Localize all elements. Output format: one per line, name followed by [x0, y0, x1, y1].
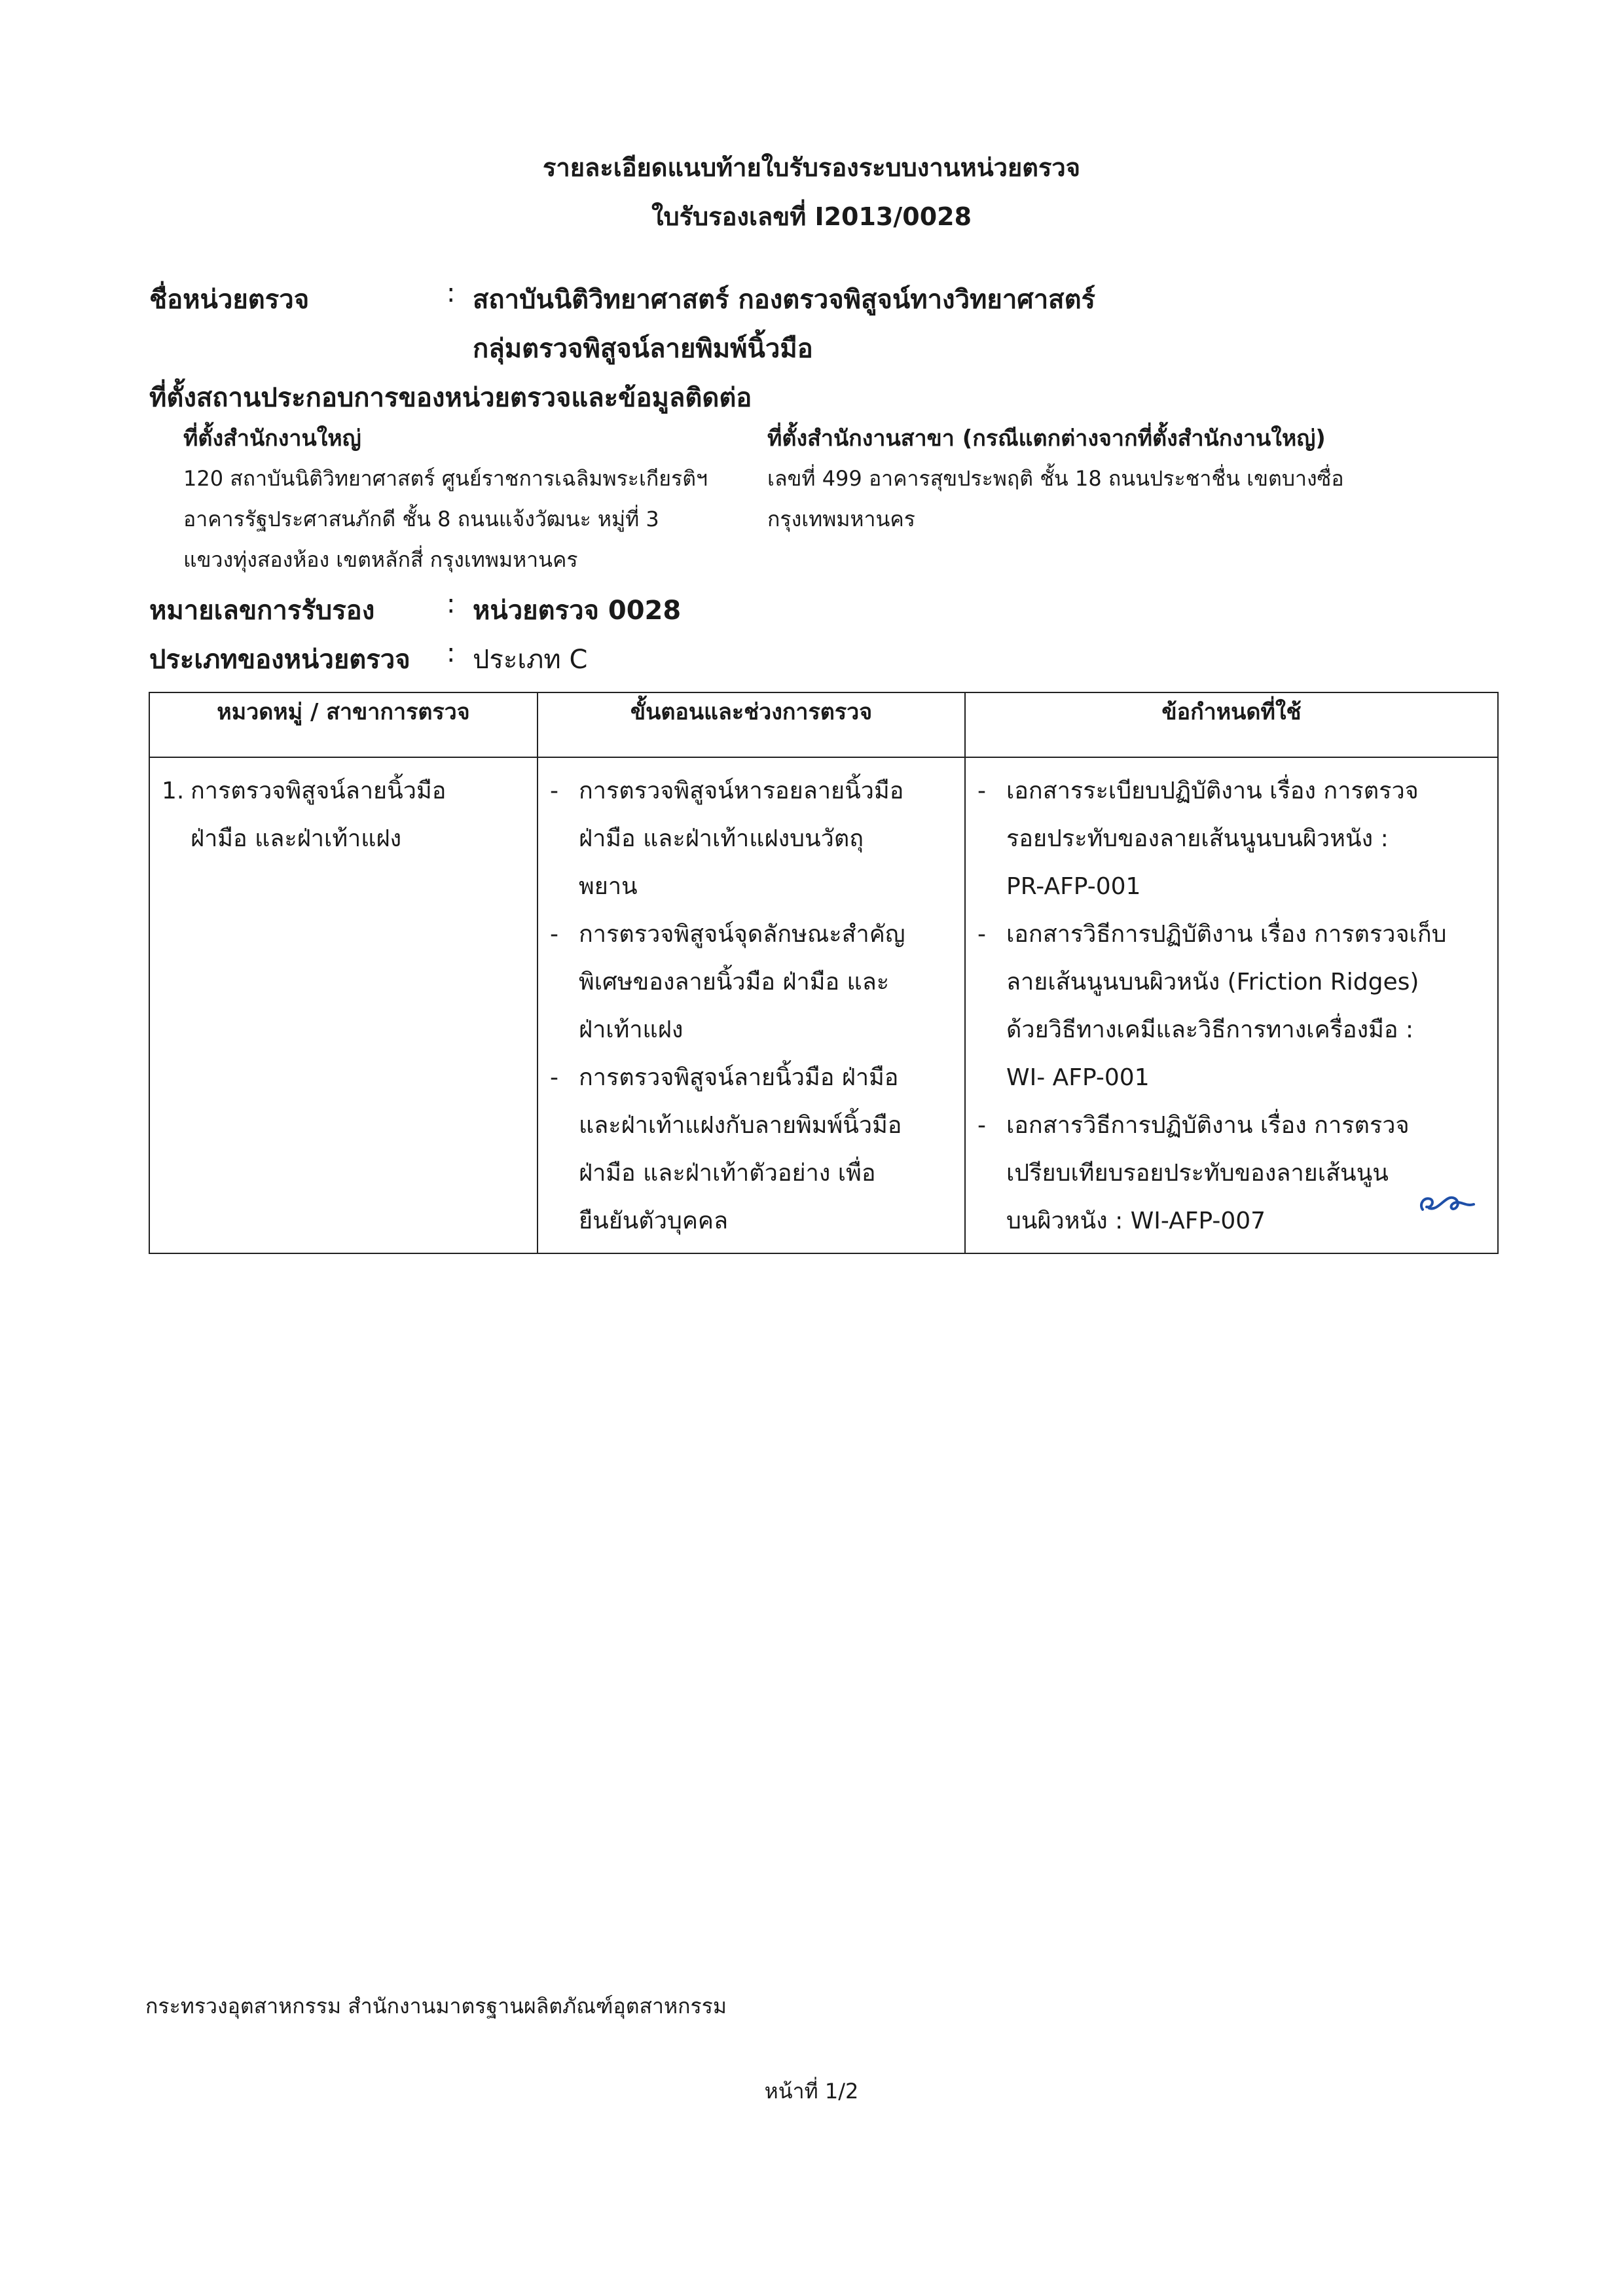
- header-category: หมวดหมู่ / สาขาการตรวจ: [149, 692, 538, 757]
- page-number: หน้าที่ 1/2: [764, 2079, 859, 2104]
- inspection-body-name-line1: สถาบันนิติวิทยาศาสตร์ กองตรวจพิสูจน์ทางวิทยาศาสตร์: [473, 285, 1096, 315]
- category-line: การตรวจพิสูจน์ลายนิ้วมือ: [191, 778, 447, 804]
- requirement-line: เปรียบเทียบรอยประทับของลายเส้นนูน: [1006, 1160, 1389, 1187]
- inspection-type-value: ประเภท C: [473, 645, 588, 675]
- scope-table: [149, 692, 1499, 1254]
- procedure-cell: [538, 757, 965, 1253]
- requirement-line: PR-AFP-001: [1006, 873, 1141, 900]
- procedure-line: ฝ่ามือ และฝ่าเท้าตัวอย่าง เพื่อ: [579, 1160, 876, 1187]
- inspection-body-label: ชื่อหน่วยตรวจ: [149, 285, 310, 315]
- list-marker: -: [977, 1112, 986, 1139]
- list-item: [550, 910, 953, 1054]
- location-heading: ที่ตั้งสถานประกอบการของหน่วยตรวจและข้อมูลติดต่อ: [149, 383, 752, 413]
- cert-number-value: หน่วยตรวจ 0028: [473, 596, 682, 626]
- requirement-line: รอยประทับของลายเส้นนูนบนผิวหนัง :: [1006, 825, 1389, 852]
- hq-address-line: อาคารรัฐประศาสนภักดี ชั้น 8 ถนนแจ้งวัฒนะ หมู่ที่ 3: [183, 507, 659, 531]
- branch-address: [767, 458, 1344, 539]
- branch-label: ที่ตั้งสำนักงานสาขา (กรณีแตกต่างจากที่ตั้งสำนักงานใหญ่): [767, 425, 1326, 452]
- branch-address-line: เลขที่ 499 อาคารสุขประพฤติ ชั้น 18 ถนนประชาชื่น เขตบางซื่อ: [767, 466, 1344, 491]
- list-item: [977, 767, 1486, 910]
- list-item: [162, 767, 525, 863]
- colon: :: [447, 278, 456, 308]
- requirement-line: เอกสารวิธีการปฏิบัติงาน เรื่อง การตรวจ: [1006, 1112, 1410, 1139]
- procedure-line: การตรวจพิสูจน์จุดลักษณะสำคัญ: [579, 921, 905, 948]
- category-cell: [149, 757, 538, 1253]
- table-row: [149, 757, 1498, 1253]
- procedure-line: ฝ่ามือ และฝ่าเท้าแฝงบนวัตถุ: [579, 825, 864, 852]
- header-requirements: ข้อกำหนดที่ใช้: [965, 692, 1498, 757]
- procedure-line: และฝ่าเท้าแฝงกับลายพิมพ์นิ้วมือ: [579, 1112, 902, 1139]
- hq-address-line: 120 สถาบันนิติวิทยาศาสตร์ ศูนย์ราชการเฉลิมพระเกียรติฯ: [183, 466, 708, 491]
- procedure-line: การตรวจพิสูจน์ลายนิ้วมือ ฝ่ามือ: [579, 1064, 899, 1091]
- cert-number-label: หมายเลขการรับรอง: [149, 596, 375, 626]
- requirement-line: ด้วยวิธีทางเคมีและวิธีการทางเครื่องมือ :: [1006, 1016, 1414, 1043]
- list-marker: 1.: [162, 778, 185, 804]
- list-marker: -: [550, 921, 558, 948]
- list-marker: -: [977, 778, 986, 804]
- certificate-number-title: ใบรับรองเลขที่ I2013/0028: [651, 202, 972, 231]
- list-item: [977, 1102, 1486, 1245]
- procedure-line: ยืนยันตัวบุคคล: [579, 1208, 729, 1234]
- hq-address-line: แขวงทุ่งสองห้อง เขตหลักสี่ กรุงเทพมหานคร: [183, 547, 578, 572]
- list-item: [550, 767, 953, 910]
- hq-address: [183, 458, 708, 580]
- colon: :: [447, 589, 456, 619]
- hq-label: ที่ตั้งสำนักงานใหญ่: [183, 425, 361, 452]
- list-marker: -: [550, 1064, 558, 1091]
- requirements-cell: [965, 757, 1498, 1253]
- branch-address-line: กรุงเทพมหานคร: [767, 507, 915, 531]
- inspection-body-name-line2: กลุ่มตรวจพิสูจน์ลายพิมพ์นิ้วมือ: [473, 334, 813, 364]
- requirement-line: WI- AFP-001: [1006, 1064, 1150, 1091]
- inspection-type-label: ประเภทของหน่วยตรวจ: [149, 645, 410, 675]
- procedure-line: พิเศษของลายนิ้วมือ ฝ่ามือ และ: [579, 969, 890, 996]
- list-marker: -: [550, 778, 558, 804]
- footer-organization: กระทรวงอุตสาหกรรม สำนักงานมาตรฐานผลิตภัณฑ์อุตสาหกรรม: [145, 1994, 727, 2018]
- procedure-line: พยาน: [579, 873, 638, 900]
- colon: :: [447, 638, 456, 668]
- requirement-line: ลายเส้นนูนบนผิวหนัง (Friction Ridges): [1006, 969, 1419, 996]
- list-marker: -: [977, 921, 986, 948]
- requirement-line: บนผิวหนัง : WI-AFP-007: [1006, 1208, 1266, 1234]
- requirement-line: เอกสารวิธีการปฏิบัติงาน เรื่อง การตรวจเก็บ: [1006, 921, 1447, 948]
- header-procedure: ขั้นตอนและช่วงการตรวจ: [538, 692, 965, 757]
- table-header-row: [149, 692, 1498, 757]
- category-line: ฝ่ามือ และฝ่าเท้าแฝง: [191, 825, 402, 852]
- document-title: รายละเอียดแนบท้ายใบรับรองระบบงานหน่วยตรวจ: [543, 153, 1080, 182]
- list-item: [977, 910, 1486, 1102]
- requirement-line: เอกสารระเบียบปฏิบัติงาน เรื่อง การตรวจ: [1006, 778, 1419, 804]
- procedure-line: ฝ่าเท้าแฝง: [579, 1016, 684, 1043]
- signature-initials-icon: [1417, 1185, 1476, 1217]
- list-item: [550, 1054, 953, 1245]
- procedure-line: การตรวจพิสูจน์หารอยลายนิ้วมือ: [579, 778, 904, 804]
